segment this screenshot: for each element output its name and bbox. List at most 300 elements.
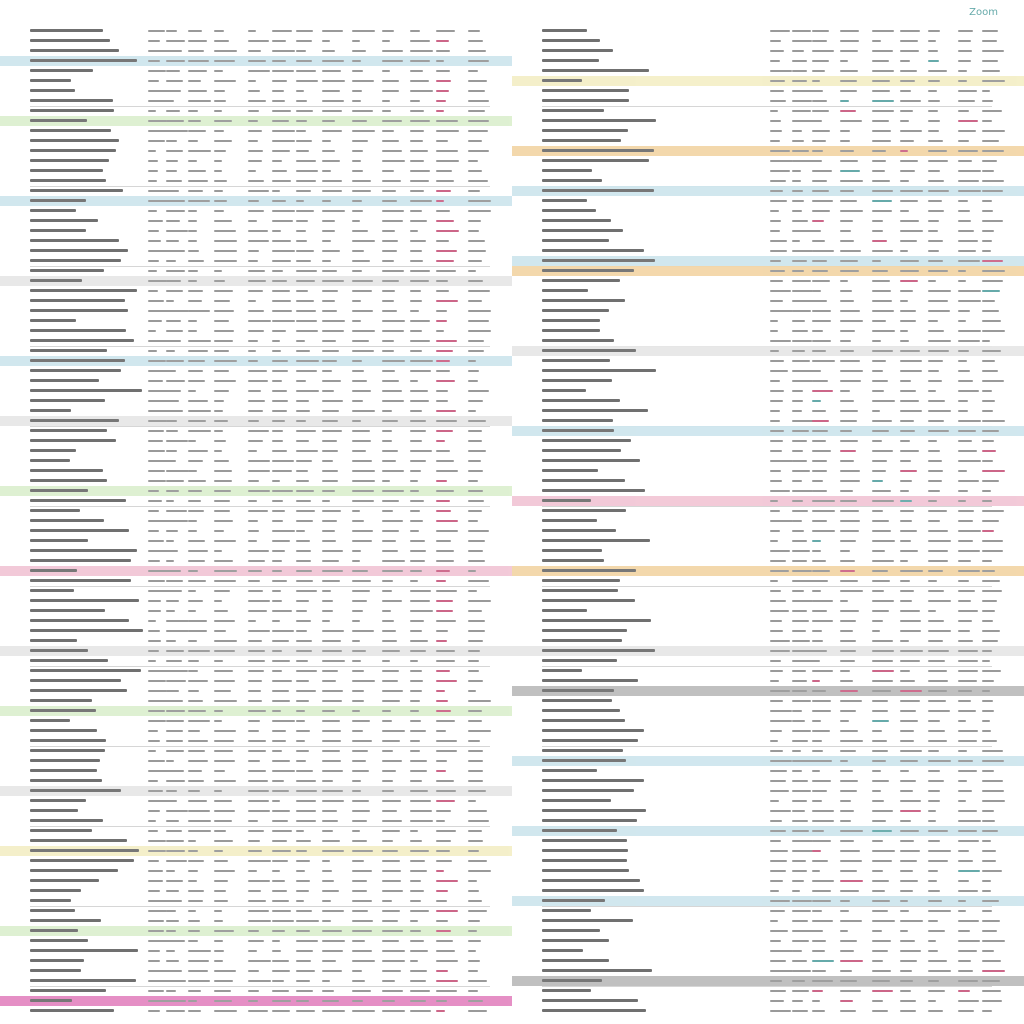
table-cell — [958, 120, 978, 122]
table-cell — [410, 760, 427, 762]
table-cell — [248, 150, 263, 152]
table-cell — [322, 210, 345, 212]
row-label — [30, 179, 106, 182]
table-cell — [872, 790, 881, 792]
table-cell — [792, 240, 800, 242]
table-cell — [352, 690, 364, 692]
table-cell — [982, 750, 1003, 752]
table-cell — [148, 980, 168, 982]
table-cell — [436, 720, 455, 722]
table-cell — [188, 970, 208, 972]
table-cell — [148, 210, 157, 212]
table-cell — [840, 30, 859, 32]
table-cell — [468, 630, 485, 632]
table-cell — [382, 370, 395, 372]
table-cell — [812, 790, 827, 792]
table-cell — [188, 160, 197, 162]
table-cell — [928, 200, 942, 202]
table-cell — [468, 520, 478, 522]
table-cell — [410, 630, 422, 632]
table-row — [0, 496, 512, 506]
table-cell — [900, 510, 914, 512]
table-row — [512, 486, 1024, 496]
row-label — [542, 979, 602, 982]
table-row — [0, 916, 512, 926]
left-sheet-rows — [0, 26, 512, 1024]
table-cell — [148, 780, 158, 782]
table-cell — [188, 100, 211, 102]
table-cell — [436, 120, 458, 122]
table-cell — [468, 180, 488, 182]
table-cell — [382, 880, 401, 882]
row-label — [30, 59, 137, 62]
row-label — [542, 959, 609, 962]
table-cell — [436, 530, 458, 532]
table-cell — [410, 50, 433, 52]
table-cell — [872, 1000, 883, 1002]
table-cell — [982, 410, 993, 412]
table-cell — [214, 710, 223, 712]
table-cell — [928, 330, 944, 332]
table-cell — [982, 930, 997, 932]
table-cell — [840, 890, 859, 892]
table-cell — [352, 410, 375, 412]
table-cell — [436, 660, 455, 662]
table-cell — [322, 570, 343, 572]
table-cell — [872, 950, 888, 952]
table-cell — [436, 920, 448, 922]
table-cell — [840, 620, 856, 622]
table-cell — [468, 530, 489, 532]
table-cell — [296, 460, 312, 462]
table-cell — [958, 380, 973, 382]
table-cell — [928, 210, 944, 212]
table-row — [512, 46, 1024, 56]
row-label — [30, 929, 78, 932]
table-cell — [214, 730, 236, 732]
table-cell — [382, 160, 405, 162]
table-cell — [468, 510, 482, 512]
table-cell — [792, 880, 804, 882]
table-cell — [188, 530, 197, 532]
table-cell — [322, 770, 343, 772]
table-cell — [214, 840, 233, 842]
table-cell — [982, 510, 1004, 512]
table-cell — [872, 80, 890, 82]
table-cell — [166, 350, 175, 352]
table-cell — [148, 470, 165, 472]
row-label — [542, 149, 654, 152]
table-cell — [166, 390, 181, 392]
table-cell — [214, 280, 225, 282]
table-cell — [188, 90, 207, 92]
table-cell — [900, 710, 916, 712]
table-cell — [214, 140, 232, 142]
table-cell — [840, 1010, 856, 1012]
table-cell — [900, 480, 912, 482]
table-cell — [272, 530, 295, 532]
table-cell — [410, 180, 429, 182]
table-cell — [840, 290, 852, 292]
table-cell — [872, 370, 883, 372]
table-cell — [188, 950, 211, 952]
table-cell — [272, 1010, 290, 1012]
table-cell — [352, 870, 372, 872]
table-cell — [812, 990, 823, 992]
table-cell — [214, 520, 233, 522]
table-cell — [792, 70, 807, 72]
table-cell — [792, 580, 814, 582]
table-cell — [792, 430, 809, 432]
table-cell — [166, 300, 174, 302]
row-label — [30, 829, 92, 832]
table-cell — [436, 210, 450, 212]
row-label — [542, 309, 609, 312]
table-cell — [188, 760, 208, 762]
table-cell — [792, 820, 808, 822]
table-cell — [166, 190, 179, 192]
table-cell — [436, 980, 458, 982]
table-cell — [928, 660, 945, 662]
table-cell — [248, 70, 270, 72]
table-cell — [352, 310, 373, 312]
table-cell — [248, 130, 262, 132]
table-cell — [248, 330, 264, 332]
table-cell — [296, 570, 312, 572]
table-cell — [812, 480, 823, 482]
row-label — [30, 219, 98, 222]
table-cell — [840, 740, 863, 742]
table-cell — [296, 730, 310, 732]
table-cell — [382, 990, 403, 992]
table-cell — [436, 370, 450, 372]
table-cell — [958, 420, 981, 422]
table-cell — [982, 110, 1002, 112]
table-cell — [840, 770, 853, 772]
row-label — [30, 269, 104, 272]
table-cell — [410, 870, 427, 872]
table-cell — [166, 570, 181, 572]
table-cell — [322, 640, 341, 642]
table-cell — [248, 170, 256, 172]
table-cell — [214, 860, 228, 862]
table-cell — [272, 750, 282, 752]
table-cell — [248, 300, 256, 302]
row-label — [30, 739, 106, 742]
table-cell — [770, 990, 786, 992]
table-cell — [296, 970, 315, 972]
table-row — [512, 216, 1024, 226]
table-cell — [382, 340, 394, 342]
table-cell — [872, 710, 888, 712]
table-row — [512, 246, 1024, 256]
table-cell — [296, 1000, 309, 1002]
table-cell — [352, 30, 375, 32]
table-cell — [900, 140, 914, 142]
table-cell — [352, 550, 361, 552]
table-cell — [792, 270, 804, 272]
table-cell — [928, 260, 943, 262]
row-label — [542, 259, 655, 262]
table-cell — [382, 520, 403, 522]
table-cell — [322, 940, 345, 942]
table-cell — [840, 310, 860, 312]
table-cell — [322, 180, 342, 182]
table-cell — [436, 790, 456, 792]
table-cell — [248, 90, 260, 92]
table-cell — [928, 760, 951, 762]
table-cell — [382, 940, 399, 942]
table-cell — [792, 720, 805, 722]
table-cell — [166, 880, 183, 882]
table-cell — [872, 540, 895, 542]
table-cell — [982, 80, 1005, 82]
table-cell — [900, 30, 920, 32]
table-cell — [928, 290, 951, 292]
table-cell — [812, 390, 833, 392]
table-cell — [248, 290, 263, 292]
table-cell — [214, 700, 237, 702]
row-label — [542, 709, 620, 712]
table-cell — [436, 180, 454, 182]
row-label — [30, 109, 114, 112]
table-cell — [248, 550, 269, 552]
table-cell — [352, 660, 361, 662]
table-cell — [958, 800, 966, 802]
table-cell — [214, 650, 235, 652]
table-cell — [166, 330, 183, 332]
table-row — [512, 686, 1024, 696]
table-cell — [770, 640, 790, 642]
table-cell — [770, 610, 789, 612]
table-cell — [296, 920, 319, 922]
table-row — [512, 606, 1024, 616]
table-cell — [148, 290, 158, 292]
table-cell — [840, 410, 858, 412]
table-cell — [166, 950, 175, 952]
table-cell — [900, 530, 917, 532]
table-cell — [166, 970, 182, 972]
table-cell — [840, 150, 854, 152]
table-cell — [322, 130, 342, 132]
table-cell — [468, 820, 489, 822]
table-cell — [792, 600, 813, 602]
table-cell — [982, 900, 999, 902]
table-cell — [322, 250, 340, 252]
table-cell — [410, 100, 420, 102]
table-cell — [872, 690, 891, 692]
table-cell — [272, 980, 284, 982]
row-label — [542, 859, 627, 862]
table-cell — [872, 390, 884, 392]
table-cell — [188, 80, 201, 82]
table-cell — [928, 460, 942, 462]
table-cell — [382, 700, 400, 702]
table-cell — [792, 220, 808, 222]
table-cell — [166, 920, 179, 922]
table-cell — [410, 230, 418, 232]
table-cell — [166, 100, 174, 102]
table-cell — [214, 720, 222, 722]
table-cell — [468, 290, 490, 292]
row-label — [30, 569, 77, 572]
table-cell — [928, 170, 940, 172]
table-cell — [840, 710, 856, 712]
table-cell — [958, 760, 973, 762]
table-cell — [296, 310, 316, 312]
table-cell — [248, 380, 268, 382]
table-cell — [166, 210, 185, 212]
table-cell — [958, 860, 973, 862]
table-cell — [812, 140, 826, 142]
table-cell — [248, 900, 266, 902]
table-cell — [382, 560, 405, 562]
table-cell — [958, 460, 981, 462]
table-cell — [436, 150, 458, 152]
table-cell — [840, 450, 856, 452]
table-cell — [248, 530, 259, 532]
table-cell — [958, 270, 966, 272]
table-cell — [928, 770, 940, 772]
table-cell — [770, 700, 783, 702]
table-cell — [248, 920, 271, 922]
table-cell — [410, 860, 425, 862]
table-cell — [770, 830, 786, 832]
table-cell — [436, 620, 456, 622]
table-cell — [248, 340, 258, 342]
table-cell — [928, 590, 944, 592]
table-cell — [900, 560, 908, 562]
table-cell — [812, 630, 822, 632]
table-cell — [272, 790, 289, 792]
zoom-label[interactable]: Zoom — [969, 7, 998, 18]
row-label — [30, 529, 129, 532]
table-cell — [900, 210, 909, 212]
table-row — [0, 816, 512, 826]
table-cell — [188, 290, 203, 292]
table-cell — [248, 780, 268, 782]
table-cell — [840, 830, 863, 832]
table-cell — [436, 800, 455, 802]
table-cell — [770, 620, 782, 622]
table-cell — [958, 980, 978, 982]
table-cell — [272, 120, 289, 122]
table-cell — [296, 650, 312, 652]
table-row — [0, 756, 512, 766]
table-cell — [792, 770, 802, 772]
table-cell — [840, 400, 854, 402]
table-cell — [770, 70, 792, 72]
table-cell — [296, 350, 310, 352]
table-cell — [792, 30, 811, 32]
table-row — [512, 506, 1024, 516]
table-cell — [812, 100, 827, 102]
table-cell — [272, 920, 294, 922]
table-cell — [770, 900, 790, 902]
table-cell — [410, 290, 421, 292]
table-cell — [352, 770, 369, 772]
table-cell — [214, 270, 222, 272]
table-cell — [812, 420, 829, 422]
table-row — [0, 76, 512, 86]
table-cell — [928, 110, 938, 112]
table-cell — [214, 460, 229, 462]
table-cell — [982, 440, 994, 442]
table-cell — [872, 200, 892, 202]
table-cell — [214, 360, 237, 362]
table-cell — [352, 460, 372, 462]
table-cell — [958, 690, 972, 692]
table-cell — [872, 600, 894, 602]
table-cell — [296, 250, 314, 252]
table-row — [512, 156, 1024, 166]
table-cell — [840, 240, 854, 242]
table-cell — [958, 280, 966, 282]
table-cell — [792, 950, 802, 952]
table-cell — [812, 430, 828, 432]
table-cell — [928, 720, 940, 722]
table-cell — [436, 270, 456, 272]
table-cell — [382, 580, 393, 582]
table-cell — [248, 140, 258, 142]
table-cell — [792, 80, 807, 82]
table-cell — [188, 770, 202, 772]
table-cell — [410, 910, 429, 912]
table-cell — [928, 940, 936, 942]
table-cell — [958, 950, 977, 952]
table-cell — [272, 500, 283, 502]
table-cell — [148, 540, 164, 542]
table-cell — [770, 210, 779, 212]
table-cell — [382, 350, 394, 352]
table-cell — [928, 120, 940, 122]
table-cell — [148, 920, 164, 922]
row-label — [542, 559, 604, 562]
table-cell — [812, 80, 820, 82]
table-cell — [166, 250, 185, 252]
table-cell — [410, 190, 424, 192]
table-cell — [188, 980, 210, 982]
table-cell — [148, 840, 166, 842]
table-cell — [982, 690, 990, 692]
table-cell — [214, 410, 223, 412]
table-cell — [296, 150, 309, 152]
table-cell — [770, 400, 783, 402]
table-cell — [322, 310, 337, 312]
table-cell — [770, 320, 778, 322]
table-cell — [872, 820, 886, 822]
table-row — [0, 166, 512, 176]
table-row — [512, 866, 1024, 876]
table-cell — [468, 390, 489, 392]
table-cell — [166, 470, 189, 472]
table-cell — [840, 600, 848, 602]
table-row — [512, 876, 1024, 886]
table-row — [0, 526, 512, 536]
table-cell — [928, 730, 945, 732]
table-cell — [248, 750, 266, 752]
table-cell — [928, 350, 949, 352]
row-label — [30, 559, 131, 562]
table-cell — [958, 620, 972, 622]
table-cell — [900, 390, 916, 392]
table-cell — [296, 30, 313, 32]
table-cell — [352, 360, 362, 362]
table-cell — [958, 840, 979, 842]
row-label — [542, 69, 649, 72]
table-cell — [272, 40, 286, 42]
table-cell — [188, 860, 204, 862]
